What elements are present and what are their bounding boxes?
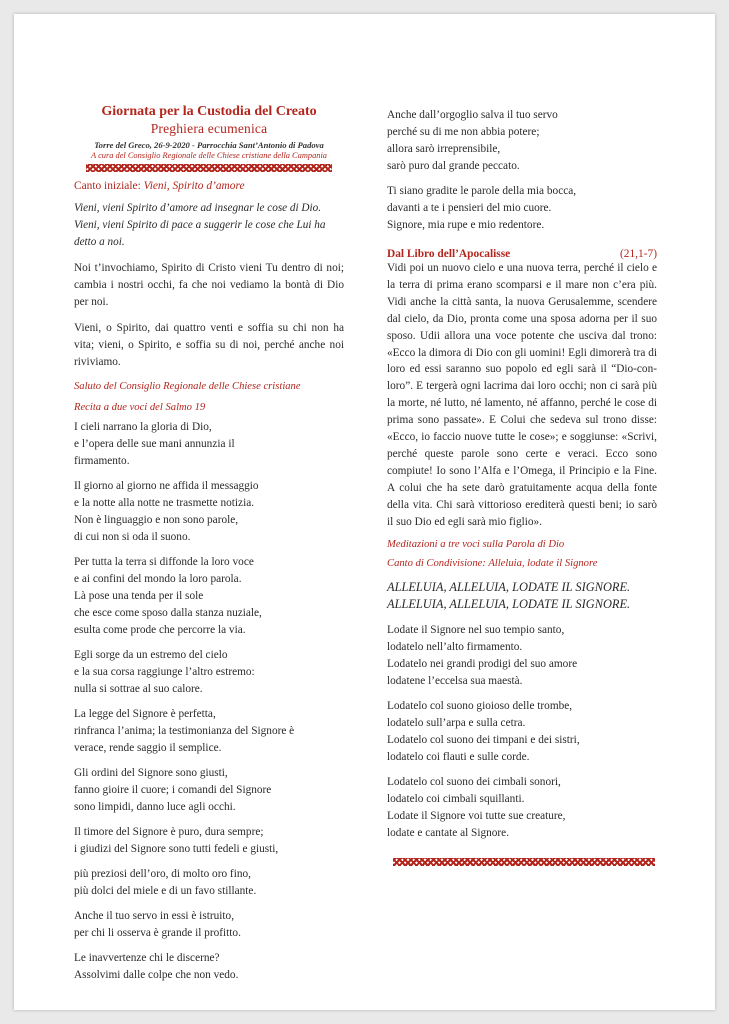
decorative-border (86, 164, 332, 172)
psalm-line: Per tutta la terra si diffonde la loro voce (74, 556, 254, 568)
document-title: Giornata per la Custodia del Creato (101, 104, 317, 119)
psalm-line: sono limpidi, danno luce agli occhi. (74, 801, 236, 813)
psalm-line: Il timore del Signore è puro, dura sempre; (74, 826, 264, 838)
opening-line: Vieni, vieni Spirito d’amore ad insegnar le cose di Dio. (74, 202, 322, 214)
psalm-stanza (74, 866, 344, 900)
song-line: Lodatelo col suono gioioso delle trombe, (387, 699, 573, 712)
psalm-line: I cieli narrano la gloria di Dio, (74, 421, 212, 433)
song-line: Lodatelo nei grandi prodigi del suo amore (387, 657, 578, 670)
psalm-heading: Recita a due voci del Salmo 19 (74, 402, 206, 413)
song-line: Lodatelo col suono dei cimbali sonori, (387, 775, 561, 788)
psalm-line: più dolci del miele e di un favo stillante. (74, 885, 257, 897)
psalm-stanza (74, 950, 344, 984)
psalm-stanza (74, 706, 344, 757)
psalm-line: rinfranca l’anima; la testimonianza del Signore è (74, 725, 295, 737)
psalm-line: Anche il tuo servo in essi è istruito, (74, 910, 235, 922)
psalm-line: allora sarò irreprensibile, (387, 143, 501, 155)
prayer-paragraph: Vieni, o Spirito, dai quattro venti e soffia su chi non ha vita; vieni, o Spirito, e soffia su di noi, perché anche noi riviviamo. (74, 322, 344, 368)
psalm-line: Gli ordini del Signore sono giusti, (74, 767, 228, 779)
psalm-line: Assolvimi dalle colpe che non vedo. (74, 969, 239, 981)
psalm-line: Egli sorge da un estremo del cielo (74, 649, 228, 661)
closing-song-heading: Canto di Condivisione: Alleluia, lodate il Signore (387, 557, 598, 569)
song-line: lodatelo coi flauti e sulle corde. (387, 750, 530, 763)
song-line: lodatelo coi cimbali squillanti. (387, 792, 525, 805)
song-refrain: ALLELUIA, ALLELUIA, LODATE IL SIGNORE. ALLELUIA, ALLELUIA, LODATE IL SIGNORE. (387, 579, 631, 611)
psalm-line: e la notte alla notte ne trasmette notizia. (74, 497, 255, 509)
psalm-line: Il giorno al giorno ne affida il messaggio (74, 480, 259, 492)
psalm-line: Là pose una tenda per il sole (74, 590, 204, 602)
psalm-line: davanti a te i pensieri del mio cuore. (387, 202, 552, 214)
decorative-border (393, 858, 655, 866)
opening-line: Vieni, vieni Spirito di pace a suggerir le cose che Lui ha detto a noi. (74, 219, 326, 248)
psalm-line: e la sua corsa raggiunge l’altro estremo: (74, 666, 255, 678)
psalm-stanza (74, 478, 344, 546)
song-line: Lodate il Signore nel suo tempio santo, (387, 623, 565, 636)
psalm-line: e ai confini del mondo la loro parola. (74, 573, 242, 585)
greeting-heading: Saluto del Consiglio Regionale delle Chiese cristiane (74, 381, 301, 392)
event-place-date: Torre del Greco, 26-9-2020 - Parrocchia Sant’Antonio di Padova (94, 140, 324, 150)
psalm-line: per chi li osserva è grande il profitto. (74, 927, 241, 939)
reading-title: Dal Libro dell’Apocalisse (387, 248, 511, 260)
psalm-line: verace, rende saggio il semplice. (74, 742, 222, 754)
psalm-line: i giudizi del Signore sono tutti fedeli e giusti, (74, 843, 279, 855)
song-stanza (387, 698, 657, 766)
reading-text: Vidi poi un nuovo cielo e una nuova terra, perché il cielo e la terra di prima erano scomparsi e il mare non c’era più. Vidi anche la città santa, la nuova Gerusalemme, scendere dal cielo, da Dio, pronta come una sposa adorna per il suo sposo. Udii allora una voce potente che usciva dal trono: «Ecco la dimora di Dio con gli uomini! Egli dimorerà tra di loro ed essi saranno suo popolo ed egli sarà il “Dio-con-loro”. E tergerà ogni lacrima dai loro occhi; non ci sarà più la morte, né lutto, né lamento, né affanno, perché le cose di prima sono passate». E Colui che sedeva sul trono disse: «Ecco, io faccio nuove tutte le cose»; e soggiunse: «Scrivi, perché queste parole sono certe e veraci. Ecco sono compiute! Io sono l’Alfa e l’Omega, il Principio e la Fine. A colui che ha sete darò gratuitamente acqua della fonte della vita. Chi sarà vittorioso erediterà questi beni; io sarò il suo Dio ed egli sarà mio figlio». (387, 262, 657, 528)
opening-lines (74, 200, 344, 251)
song-line: Lodate il Signore voi tutte sue creature, (387, 809, 566, 822)
psalm-line: Signore, mia rupe e mio redentore. (387, 219, 545, 231)
psalm-line: Anche dall’orgoglio salva il tuo servo (387, 109, 558, 121)
psalm-line: Le inavvertenze chi le discerne? (74, 952, 220, 964)
song-line: lodatelo sull’arpa e sulla cetra. (387, 716, 526, 729)
psalm-line: Ti siano gradite le parole della mia bocca, (387, 185, 577, 197)
song-stanza (387, 774, 657, 842)
psalm-line: perché su di me non abbia potere; (387, 126, 540, 138)
song-line: lodatelo nell’alto firmamento. (387, 640, 523, 653)
psalm-stanza (387, 107, 657, 175)
psalm-line: esulta come prode che percorre la via. (74, 624, 246, 636)
psalm-stanza (74, 908, 344, 942)
psalm-line: che esce come sposo dalla stanza nuziale, (74, 607, 262, 619)
psalm-line: sarò puro dal grande peccato. (387, 160, 520, 172)
song-line: Lodatelo col suono dei timpani e dei sistri, (387, 733, 580, 746)
reading-heading (387, 248, 657, 260)
document-subtitle: Preghiera ecumenica (150, 121, 268, 136)
right-column (387, 107, 657, 866)
psalm-text (74, 419, 344, 984)
psalm-stanza (74, 765, 344, 816)
psalm-line: e l’opera delle sue mani annunzia il (74, 438, 235, 450)
song-line: lodatene l’eccelsa sua maestà. (387, 674, 523, 687)
document-page (14, 14, 715, 1010)
psalm-stanza (74, 824, 344, 858)
organizer-note: A cura del Consiglio Regionale delle Chiese cristiane della Campania (91, 151, 327, 160)
psalm-line: più preziosi dell’oro, di molto oro fino, (74, 868, 251, 880)
psalm-line: Non è linguaggio e non sono parole, (74, 514, 239, 526)
meditation-heading: Meditazioni a tre voci sulla Parola di Dio (387, 538, 565, 550)
opening-song-heading (74, 180, 344, 192)
prayer-paragraph: Noi t’invochiamo, Spirito di Cristo vieni Tu dentro di noi; cambia i nostri occhi, fa che noi vediamo la bontà di Dio per noi. (74, 262, 344, 308)
song-stanza (387, 622, 657, 690)
psalm-stanza (74, 419, 344, 470)
psalm-line: La legge del Signore è perfetta, (74, 708, 216, 720)
psalm-line: fanno gioire il cuore; i comandi del Signore (74, 784, 272, 796)
psalm-stanza (74, 647, 344, 698)
psalm-line: di cui non si oda il suono. (74, 531, 191, 543)
left-column (74, 104, 344, 984)
psalm-stanza (74, 554, 344, 639)
song-line: lodate e cantate al Signore. (387, 826, 510, 839)
opening-song-prefix: Canto iniziale: (74, 180, 144, 192)
psalm-line: nulla si sottrae al suo calore. (74, 683, 203, 695)
opening-song-title: Vieni, Spirito d’amore (143, 180, 245, 192)
psalm-stanza (387, 183, 657, 234)
psalm-line: firmamento. (74, 455, 130, 467)
reading-reference: (21,1-7) (619, 248, 657, 260)
